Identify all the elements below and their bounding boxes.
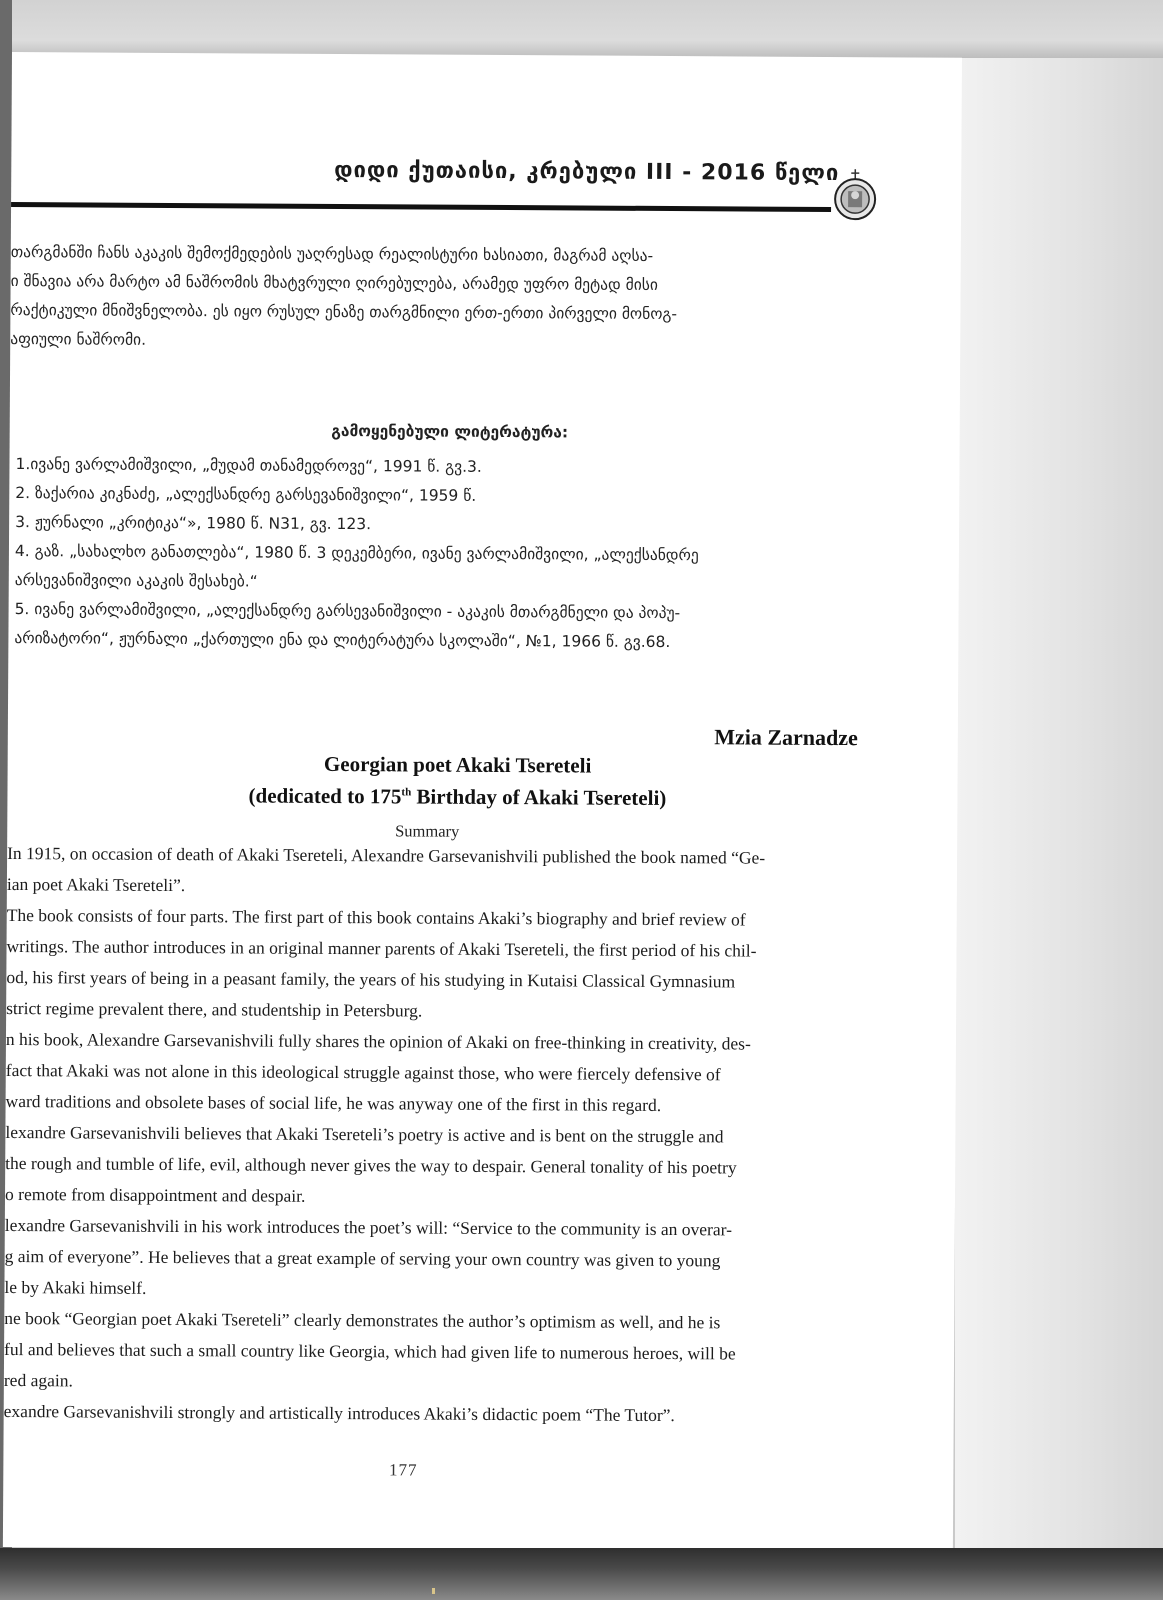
summary-line: fact that Akaki was not alone in this ideological struggle against those, who were fiercely defensive of — [5, 1059, 721, 1085]
reference-item: 4. გაზ. „სახალხო განათლება“, 1980 წ. 3 დეკემბერი, ივანე ვარლამიშვილი, „ალექსანდრე — [14, 542, 699, 565]
summary-line: lexandre Garsevanishvili believes that Akaki Tsereteli’s poetry is active and is bent on the struggle and — [5, 1121, 724, 1147]
article-title: Georgian poet Akaki Tsereteli — [323, 751, 592, 778]
summary-line: lexandre Garsevanishvili in his work introduces the poet’s will: “Service to the community is an overar- — [4, 1214, 733, 1240]
summary-line: n his book, Alexandre Garsevanishvili fully shares the opinion of Akaki on free-thinking in creativity, des- — [5, 1028, 751, 1054]
georgian-paragraph-line: რაქტიკული მნიშვნელობა. ეს იყო რუსულ ენაზე თარგმნილი ერთ-ერთი პირველი მონოგ- — [10, 300, 678, 324]
subtitle-text-start: (dedicated to 175 — [248, 783, 402, 809]
scan-artifact — [432, 1588, 435, 1594]
summary-line: writings. The author introduces in an original manner parents of Akaki Tsereteli, the first period of his chil- — [6, 935, 757, 961]
summary-body — [4, 838, 868, 1432]
summary-line: ne book “Georgian poet Akaki Tsereteli” clearly demonstrates the author’s optimism as well, and he is — [4, 1307, 721, 1333]
references-list — [14, 450, 875, 658]
reference-item: 1.ივანე ვარლამიშვილი, „მუდამ თანამედროვე“, 1991 წ. გვ.3. — [15, 455, 482, 476]
subtitle-ordinal-suffix: th — [401, 786, 412, 799]
reference-item: 2. ზაქარია კიკნაძე, „ალექსანდრე გარსევანიშვილი“, 1959 წ. — [15, 484, 477, 505]
summary-line: g aim of everyone”. He believes that a great example of serving your own country was given to young — [4, 1245, 721, 1271]
summary-line: ward traditions and obsolete bases of social life, he was anyway one of the first in this regard. — [5, 1090, 662, 1115]
reference-item: 5. ივანე ვარლამიშვილი, „ალექსანდრე გარსევანიშვილი - აკაკის მთარგმნელი და პოპუ- — [14, 600, 681, 623]
page-number: 177 — [389, 1460, 418, 1480]
summary-line: The book consists of four parts. The first part of this book contains Akaki’s biography and brief review of — [6, 904, 746, 930]
summary-line: red again. — [3, 1369, 73, 1391]
summary-line: the rough and tumble of life, evil, although never gives the way to despair. General tonality of his poetry — [5, 1152, 737, 1178]
scan-bottom-edge — [0, 1548, 1163, 1600]
references-heading: გამოყენებული ლიტერატურა: — [331, 421, 569, 442]
georgian-paragraph — [10, 238, 871, 359]
summary-line: ful and believes that such a small country like Georgia, which had given life to numerous heroes, will be — [4, 1338, 736, 1364]
subtitle-text-end: Birthday of Akaki Tsereteli) — [411, 784, 667, 811]
document-page — [3, 52, 962, 1553]
scan-top-margin — [0, 0, 1163, 58]
summary-label: Summary — [395, 821, 460, 841]
georgian-paragraph-line: აფიული ნაშრომი. — [10, 329, 147, 349]
georgian-paragraph-line: ი შნავია არა მარტო ამ ნაშრომის მხატვრული ღირებულება, არამედ უფრო მეტად მისი — [10, 271, 658, 294]
scan-right-margin — [955, 58, 1163, 1600]
georgian-paragraph-line: თარგმანში ჩანს აკაკის შემოქმედების უაღრესად რეალისტური ხასიათი, მაგრამ აღსა- — [10, 242, 654, 265]
summary-line: ian poet Akaki Tsereteli”. — [6, 873, 186, 896]
reference-item-continued: არსევანიშვილი აკაკის შესახებ.“ — [14, 571, 258, 591]
summary-line: strict regime prevalent there, and studentship in Petersburg. — [6, 997, 423, 1021]
journal-emblem-icon — [831, 169, 879, 223]
article-author: Mzia Zarnadze — [714, 724, 858, 751]
journal-header-title: დიდი ქუთაისი, კრებული III - 2016 წელი — [334, 157, 840, 187]
article-subtitle — [157, 783, 757, 812]
summary-line: exandre Garsevanishvili strongly and artistically introduces Akaki’s didactic poem “The Tutor”. — [3, 1400, 675, 1426]
summary-line: le by Akaki himself. — [4, 1276, 147, 1298]
summary-line: od, his first years of being in a peasant family, the years of his studying in Kutaisi Classical Gymnasium — [6, 966, 736, 992]
summary-line: o remote from disappointment and despair. — [4, 1183, 306, 1206]
reference-item-continued: არიზატორი“, ჟურნალი „ქართული ენა და ლიტერატურა სკოლაში“, №1, 1966 წ. გვ.68. — [14, 629, 671, 652]
reference-item: 3. ჟურნალი „კრიტიკა“», 1980 წ. N31, გვ. 123. — [15, 513, 372, 534]
summary-line: In 1915, on occasion of death of Akaki Tsereteli, Alexandre Garsevanishvili published the book named “Ge- — [7, 842, 766, 868]
header-divider — [11, 202, 831, 212]
